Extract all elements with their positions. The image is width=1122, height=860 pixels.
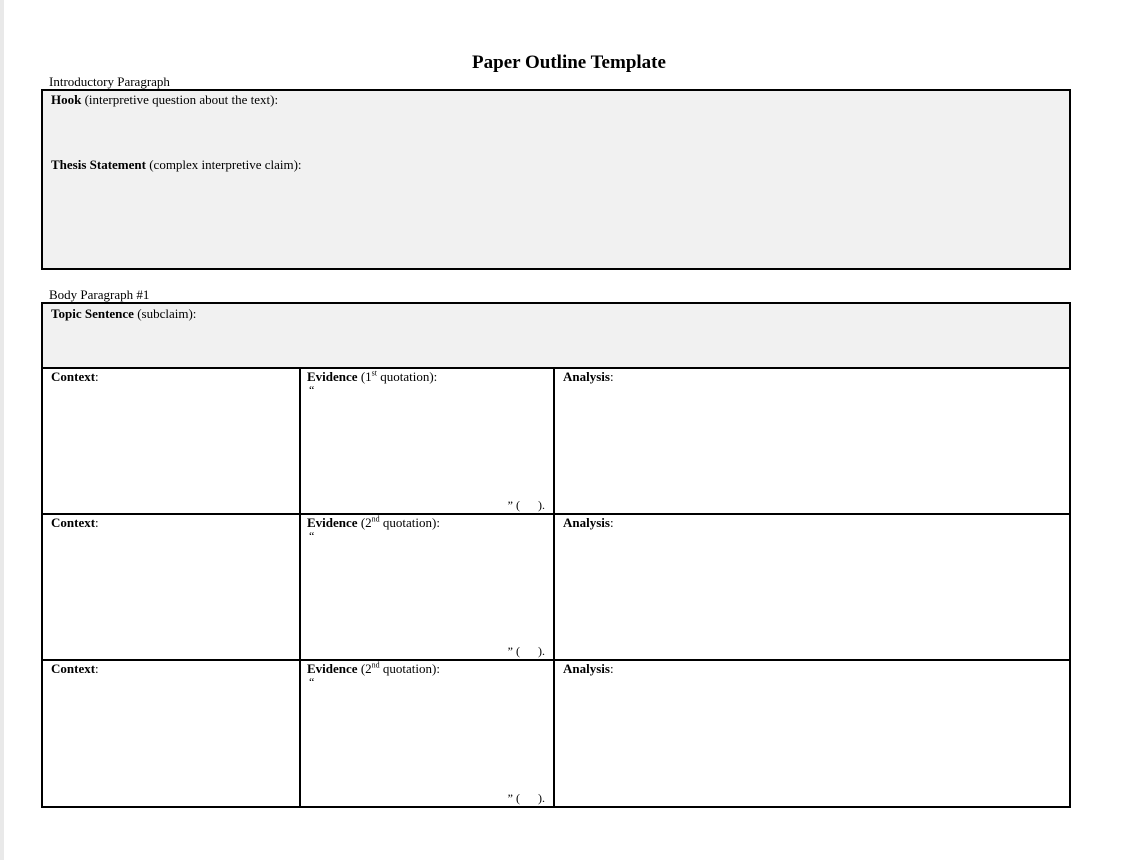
topic-label: Topic Sentence bbox=[51, 306, 134, 321]
evidence-prompt bbox=[307, 516, 440, 530]
context-prompt bbox=[51, 516, 99, 530]
evidence-cell bbox=[301, 367, 553, 513]
evidence-suffix: quotation): bbox=[379, 515, 440, 530]
analysis-cell bbox=[555, 661, 1069, 806]
evidence-row bbox=[43, 661, 1069, 806]
document-page bbox=[4, 0, 1122, 860]
analysis-cell bbox=[555, 515, 1069, 659]
context-label: Context bbox=[51, 515, 96, 530]
context-prompt bbox=[51, 662, 99, 676]
evidence-prompt bbox=[307, 370, 437, 384]
evidence-label: Evidence bbox=[307, 515, 358, 530]
context-prompt bbox=[51, 370, 99, 384]
thesis-description: (complex interpretive claim): bbox=[145, 157, 302, 172]
evidence-prompt bbox=[307, 662, 440, 676]
evidence-suffix: quotation): bbox=[379, 661, 440, 676]
context-cell bbox=[43, 515, 299, 659]
evidence-label: Evidence bbox=[307, 661, 358, 676]
evidence-prefix: (1 bbox=[357, 369, 372, 384]
evidence-label: Evidence bbox=[307, 369, 358, 384]
open-quote-mark: “ bbox=[309, 675, 315, 689]
topic-description: (subclaim): bbox=[133, 306, 197, 321]
analysis-label: Analysis bbox=[563, 369, 610, 384]
thesis-label: Thesis Statement bbox=[51, 157, 146, 172]
hook-label: Hook bbox=[51, 92, 82, 107]
thesis-prompt bbox=[51, 158, 302, 172]
analysis-prompt bbox=[563, 370, 614, 384]
close-quote-citation: ” ( ). bbox=[507, 644, 545, 658]
evidence-row bbox=[43, 515, 1069, 659]
analysis-prompt bbox=[563, 662, 614, 676]
intro-box bbox=[41, 89, 1071, 270]
intro-section-label: Introductory Paragraph bbox=[49, 74, 170, 89]
evidence-row bbox=[43, 367, 1069, 513]
evidence-prefix: (2 bbox=[357, 515, 372, 530]
evidence-suffix: quotation): bbox=[377, 369, 438, 384]
colon-text: : bbox=[609, 369, 614, 384]
evidence-ordinal: nd bbox=[371, 660, 380, 670]
context-label: Context bbox=[51, 369, 96, 384]
context-cell bbox=[43, 661, 299, 806]
colon-text: : bbox=[95, 369, 99, 384]
analysis-label: Analysis bbox=[563, 661, 610, 676]
colon-text: : bbox=[95, 661, 99, 676]
context-label: Context bbox=[51, 661, 96, 676]
evidence-ordinal: st bbox=[371, 368, 377, 378]
colon-text: : bbox=[95, 515, 99, 530]
analysis-prompt bbox=[563, 516, 614, 530]
analysis-cell bbox=[555, 367, 1069, 513]
open-quote-mark: “ bbox=[309, 529, 315, 543]
evidence-grid bbox=[41, 367, 1071, 808]
body1-section-label: Body Paragraph #1 bbox=[49, 287, 150, 302]
analysis-label: Analysis bbox=[563, 515, 610, 530]
topic-sentence-prompt bbox=[51, 307, 196, 321]
close-quote-citation: ” ( ). bbox=[507, 498, 545, 512]
colon-text: : bbox=[609, 515, 614, 530]
document-title: Paper Outline Template bbox=[472, 52, 666, 73]
hook-description: (interpretive question about the text): bbox=[81, 92, 279, 107]
context-cell bbox=[43, 367, 299, 513]
open-quote-mark: “ bbox=[309, 383, 315, 397]
evidence-prefix: (2 bbox=[357, 661, 372, 676]
evidence-cell bbox=[301, 515, 553, 659]
colon-text: : bbox=[609, 661, 614, 676]
evidence-cell bbox=[301, 661, 553, 806]
hook-prompt bbox=[51, 93, 278, 107]
evidence-ordinal: nd bbox=[371, 514, 380, 524]
topic-sentence-box bbox=[41, 302, 1071, 369]
close-quote-citation: ” ( ). bbox=[507, 791, 545, 805]
